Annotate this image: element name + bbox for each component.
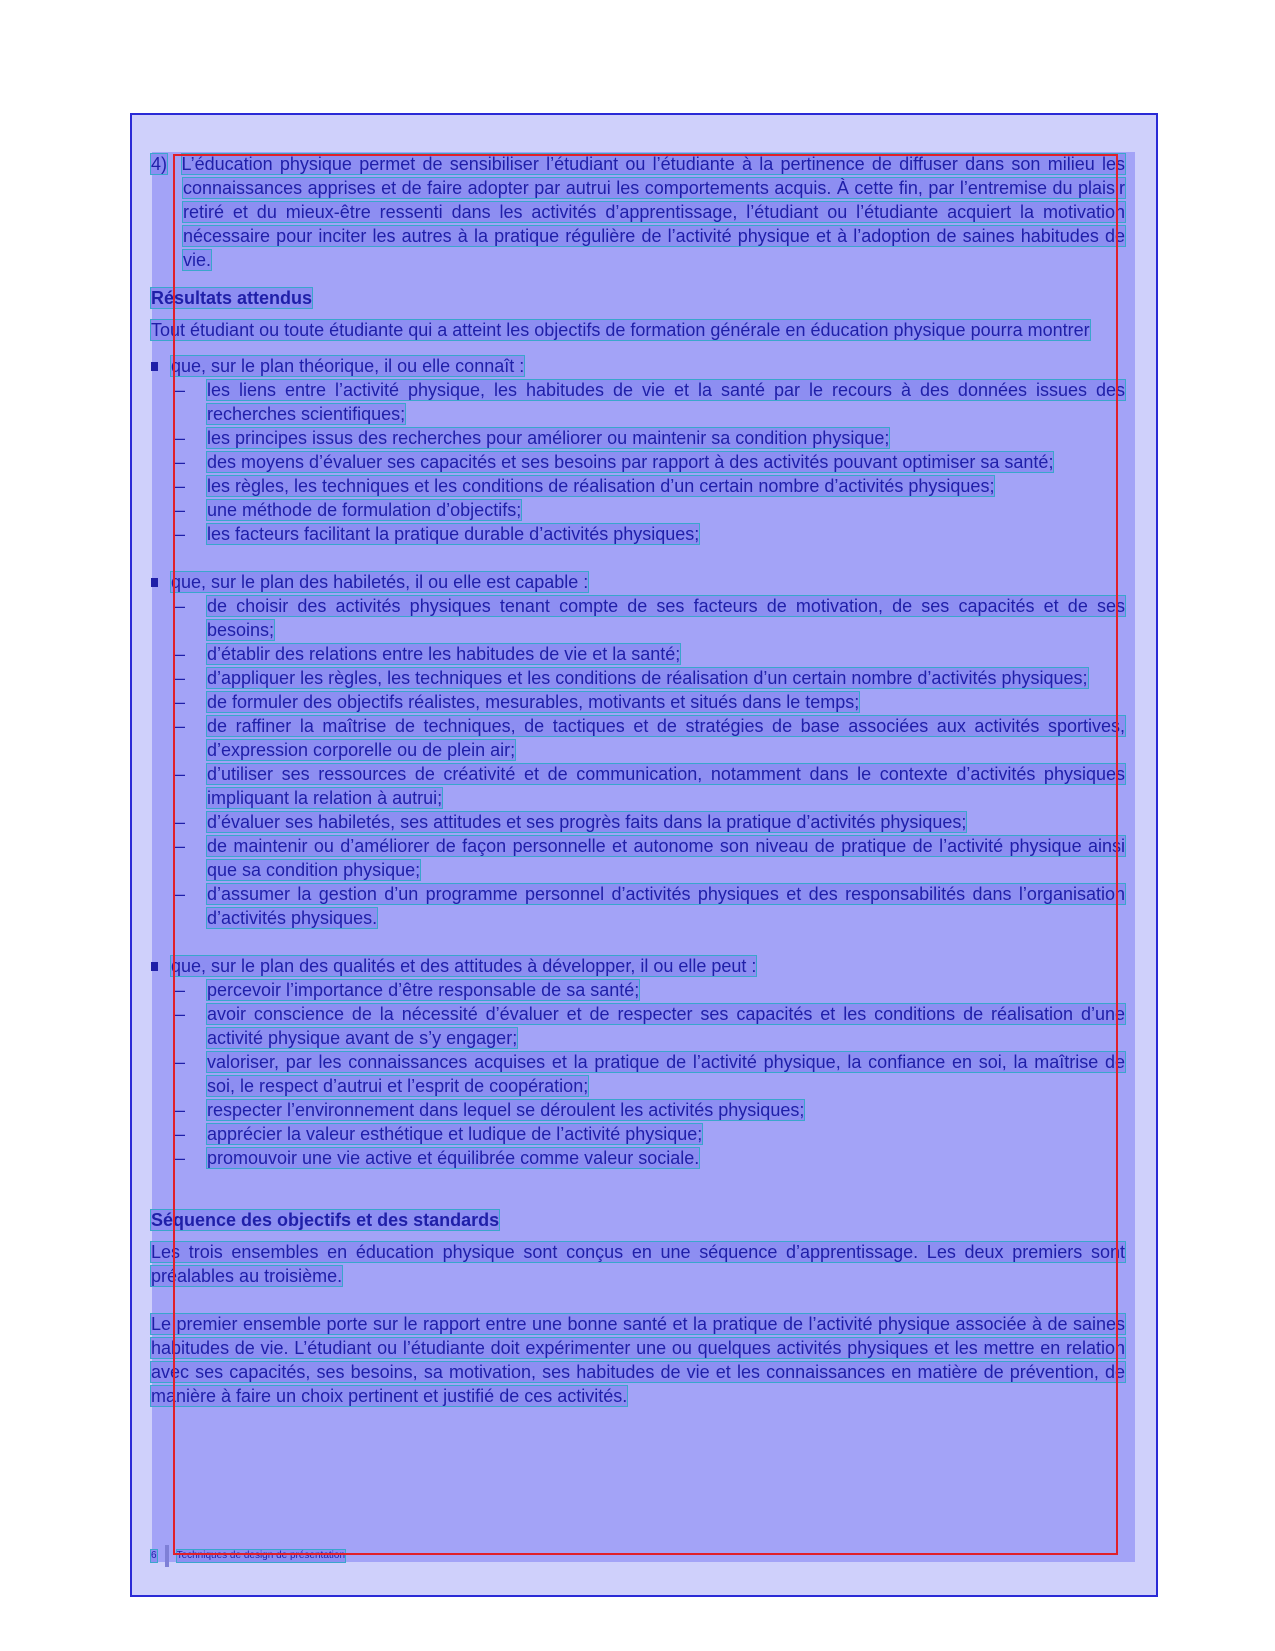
list-item: – promouvoir une vie active et équilibrée comme valeur sociale. bbox=[175, 1148, 700, 1168]
list-item: – valoriser, par les connaissances acquises et la pratique de l’activité physique, la confiance en soi, la maîtrise de soi, le respect d’autrui et l’esprit de coopération; bbox=[175, 1052, 1125, 1096]
dash-icon: – bbox=[175, 884, 186, 904]
section-heading-sequence: Séquence des objectifs et des standards bbox=[151, 1210, 500, 1230]
sequence-paragraph-1: Les trois ensembles en éducation physique sont conçus en une séquence d’apprentissage. Les deux premiers sont préalables au troisième. bbox=[151, 1242, 1125, 1286]
list-item: – des moyens d’évaluer ses capacités et ses besoins par rapport à des activités pouvant optimiser sa santé; bbox=[175, 452, 1054, 472]
spacer bbox=[151, 930, 1125, 954]
list-item: – les liens entre l’activité physique, les habitudes de vie et la santé par le recours à des données issues des recherches scientifiques; bbox=[175, 380, 1125, 424]
list-item: – d’utiliser ses ressources de créativité et de communication, notamment dans le contexte d’activités physiques impliquant la relation à autrui; bbox=[175, 764, 1125, 808]
dash-icon: – bbox=[175, 716, 186, 736]
dash-icon: – bbox=[175, 1100, 186, 1120]
item-number: 4) bbox=[151, 154, 168, 174]
group-lead: que, sur le plan des qualités et des attitudes à développer, il ou elle peut : bbox=[151, 954, 1125, 978]
list-item: – d’appliquer les règles, les techniques et les conditions de réalisation d’un certain nombre d’activités physiques; bbox=[175, 668, 1088, 688]
dash-icon: – bbox=[175, 500, 186, 520]
numbered-paragraph-4 bbox=[151, 152, 1125, 272]
document-body bbox=[151, 152, 1125, 1408]
spacer bbox=[151, 546, 1125, 570]
list-item: – une méthode de formulation d’objectifs; bbox=[175, 500, 522, 520]
dash-icon: – bbox=[175, 452, 186, 472]
dash-icon: – bbox=[175, 668, 186, 688]
list-item: – d’établir des relations entre les habitudes de vie et la santé; bbox=[175, 644, 681, 664]
sequence-paragraph-2: Le premier ensemble porte sur le rapport entre une bonne santé et la pratique de l’activité physique associée à de saines habitudes de vie. L’étudiant ou l’étudiante doit expérimenter une ou quelques activités physiques et les mettre en relation avec ses capacités, ses besoins, sa motivation, ses habitudes de vie et les connaissances en matière de prévention, de manière à faire un choix pertinent et justifié de ces activités. bbox=[151, 1314, 1125, 1406]
dash-icon: – bbox=[175, 812, 186, 832]
spacer bbox=[151, 1170, 1125, 1194]
result-list bbox=[151, 378, 1125, 546]
list-item: – percevoir l’importance d’être responsable de sa santé; bbox=[175, 980, 640, 1000]
list-item: – d’assumer la gestion d’un programme personnel d’activités physiques et des responsabilités dans l’organisation d’activités physiques. bbox=[175, 884, 1125, 928]
dash-icon: – bbox=[175, 1004, 186, 1024]
dash-icon: – bbox=[175, 476, 186, 496]
dash-icon: – bbox=[175, 644, 186, 664]
item-text: L’éducation physique permet de sensibiliser l’étudiant ou l’étudiante à la pertinence de diffuser dans son milieu les connaissances apprises et de faire adopter par autrui les comportements acquis. À cette fin, par l’entremise du plaisir retiré et du mieux-être ressenti dans les activités d’apprentissage, l’étudiant ou l’étudiante acquiert la motivation nécessaire pour inciter les autres à la pratique régulière de l’activité physique et à l’adoption de saines habitudes de vie. bbox=[181, 154, 1125, 270]
result-list bbox=[151, 594, 1125, 930]
dash-icon: – bbox=[175, 692, 186, 712]
result-list bbox=[151, 978, 1125, 1170]
dash-icon: – bbox=[175, 1052, 186, 1072]
dash-icon: – bbox=[175, 764, 186, 784]
group-lead: que, sur le plan théorique, il ou elle connaît : bbox=[151, 354, 1125, 378]
list-item: – de formuler des objectifs réalistes, mesurables, motivants et situés dans le temps; bbox=[175, 692, 860, 712]
dash-icon: – bbox=[175, 1148, 186, 1168]
dash-icon: – bbox=[175, 524, 186, 544]
page-footer bbox=[151, 1545, 345, 1567]
bullet-icon bbox=[151, 362, 158, 371]
dash-icon: – bbox=[175, 836, 186, 856]
footer-divider bbox=[165, 1545, 169, 1567]
section-heading-resultats: Résultats attendus bbox=[151, 288, 313, 308]
list-item: – apprécier la valeur esthétique et ludique de l’activité physique; bbox=[175, 1124, 703, 1144]
group-lead: que, sur le plan des habiletés, il ou elle est capable : bbox=[151, 570, 1125, 594]
dash-icon: – bbox=[175, 596, 186, 616]
list-item: – de maintenir ou d’améliorer de façon personnelle et autonome son niveau de pratique de l’activité physique ainsi que sa condition physique; bbox=[175, 836, 1125, 880]
spacer bbox=[151, 1288, 1125, 1312]
dash-icon: – bbox=[175, 428, 186, 448]
bullet-icon bbox=[151, 578, 158, 587]
list-item: – de choisir des activités physiques tenant compte de ses facteurs de motivation, de ses capacités et de ses besoins; bbox=[175, 596, 1125, 640]
dash-icon: – bbox=[175, 1124, 186, 1144]
section-intro: Tout étudiant ou toute étudiante qui a atteint les objectifs de formation générale en éducation physique pourra montrer bbox=[151, 320, 1090, 340]
page-number: 6 bbox=[151, 1550, 157, 1561]
dash-icon: – bbox=[175, 380, 186, 400]
list-item: – avoir conscience de la nécessité d’évaluer et de respecter ses capacités et les conditions de réalisation d’une activité physique avant de s’y engager; bbox=[175, 1004, 1125, 1048]
list-item: – les règles, les techniques et les conditions de réalisation d’un certain nombre d’activités physiques; bbox=[175, 476, 995, 496]
result-group bbox=[151, 954, 1125, 1170]
dash-icon: – bbox=[175, 980, 186, 1000]
list-item: – respecter l’environnement dans lequel se déroulent les activités physiques; bbox=[175, 1100, 805, 1120]
list-item: – les principes issus des recherches pour améliorer ou maintenir sa condition physique; bbox=[175, 428, 890, 448]
footer-title: Techniques de design de présentation bbox=[176, 1550, 346, 1561]
list-item: – d’évaluer ses habiletés, ses attitudes et ses progrès faits dans la pratique d’activités physiques; bbox=[175, 812, 967, 832]
list-item: – les facteurs facilitant la pratique durable d’activités physiques; bbox=[175, 524, 700, 544]
bullet-icon bbox=[151, 962, 158, 971]
list-item: – de raffiner la maîtrise de techniques, de tactiques et de stratégies de base associées aux activités sportives, d’expression corporelle ou de plein air; bbox=[175, 716, 1125, 760]
result-group bbox=[151, 354, 1125, 546]
result-group bbox=[151, 570, 1125, 930]
